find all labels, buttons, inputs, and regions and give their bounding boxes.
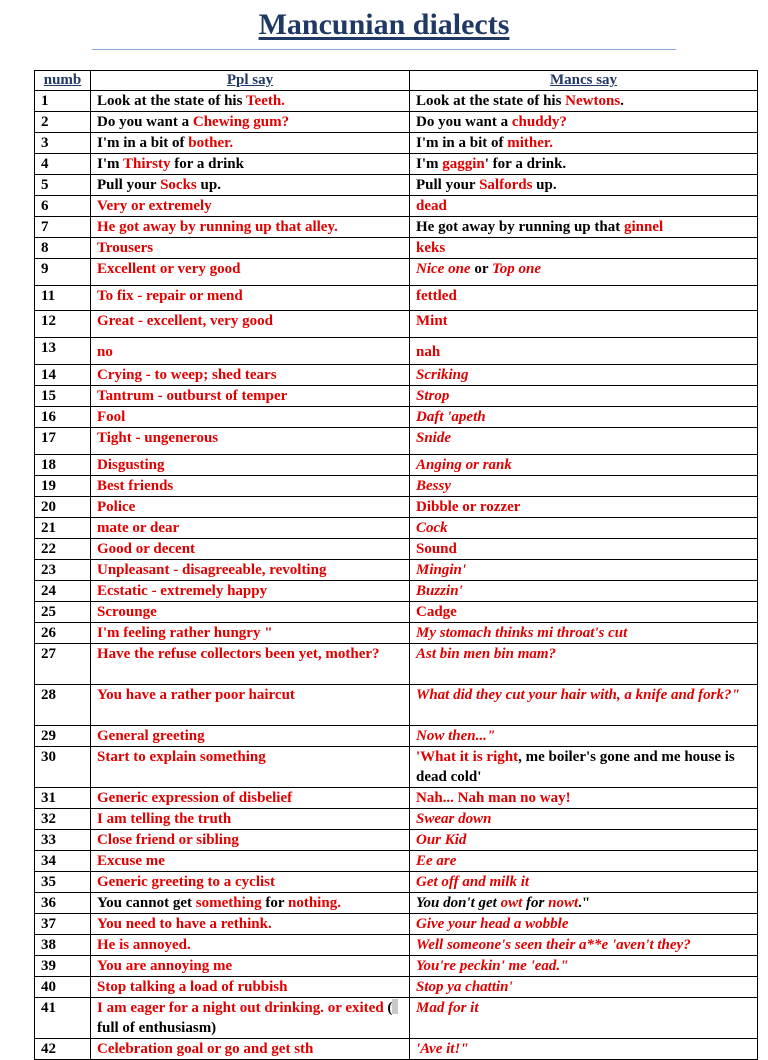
mancs-text-segment: Swear down xyxy=(416,811,492,827)
row-number: 15 xyxy=(35,386,91,407)
ppl-say-cell xyxy=(91,175,410,196)
row-number: 16 xyxy=(35,407,91,428)
ppl-text-segment: for a drink xyxy=(170,156,244,172)
ppl-say-cell xyxy=(91,154,410,175)
mancs-say-cell xyxy=(410,956,758,977)
mancs-say-cell xyxy=(410,1039,758,1060)
ppl-text-segment: I'm xyxy=(97,156,123,172)
table-row xyxy=(35,977,758,998)
ppl-text-segment: Generic expression of disbelief xyxy=(97,790,293,806)
mancs-say-cell xyxy=(410,338,758,365)
table-row xyxy=(35,217,758,238)
row-number: 8 xyxy=(35,238,91,259)
mancs-say-cell xyxy=(410,893,758,914)
mancs-say-cell xyxy=(410,644,758,685)
header-ppl-say-label: Ppl say xyxy=(226,72,274,88)
mancs-text-segment: You don't get xyxy=(416,895,501,911)
table-row xyxy=(35,726,758,747)
mancs-text-segment: He got away by running up that xyxy=(416,219,624,235)
mancs-text-segment: or xyxy=(470,261,492,277)
ppl-text-segment: He is annoyed. xyxy=(97,937,191,953)
table-row xyxy=(35,581,758,602)
mancs-say-cell xyxy=(410,112,758,133)
ppl-say-cell xyxy=(91,476,410,497)
mancs-text-segment: Cadge xyxy=(416,604,457,620)
ppl-say-cell xyxy=(91,623,410,644)
row-number: 5 xyxy=(35,175,91,196)
ppl-text-segment: General greeting xyxy=(97,728,205,744)
table-row xyxy=(35,809,758,830)
ppl-say-cell xyxy=(91,809,410,830)
table-row xyxy=(35,112,758,133)
mancs-text-segment: Scriking xyxy=(416,367,469,383)
ppl-say-cell xyxy=(91,914,410,935)
ppl-text-segment: Police xyxy=(97,499,136,515)
mancs-say-cell xyxy=(410,872,758,893)
ppl-say-cell xyxy=(91,581,410,602)
dialect-table xyxy=(34,70,758,1060)
mancs-text-segment: gaggin xyxy=(442,156,485,172)
mancs-text-segment: Ee are xyxy=(416,853,457,869)
row-number: 30 xyxy=(35,747,91,788)
table-row xyxy=(35,338,758,365)
ppl-text-segment: Unpleasant - disagreeable, revolting xyxy=(97,562,327,578)
mancs-say-cell xyxy=(410,830,758,851)
mancs-say-cell xyxy=(410,602,758,623)
mancs-text-segment: ' for a drink. xyxy=(484,156,567,172)
mancs-text-segment: Ast bin men bin mam? xyxy=(416,646,557,662)
mancs-text-segment: Dibble or rozzer xyxy=(416,499,521,515)
table-row xyxy=(35,560,758,581)
mancs-say-cell xyxy=(410,154,758,175)
ppl-say-cell xyxy=(91,428,410,455)
ppl-say-cell xyxy=(91,998,410,1039)
ppl-text-segment: Stop talking a load of rubbish xyxy=(97,979,288,995)
ppl-say-cell xyxy=(91,893,410,914)
mancs-say-cell xyxy=(410,196,758,217)
mancs-text-segment: Buzzin' xyxy=(416,583,463,599)
ppl-say-cell xyxy=(91,747,410,788)
table-row xyxy=(35,644,758,685)
mancs-text-segment: Well someone's seen their a**e 'aven't they? xyxy=(416,937,691,953)
ppl-text-segment: Tantrum - outburst of temper xyxy=(97,388,288,404)
header-numb xyxy=(35,71,91,91)
row-number: 4 xyxy=(35,154,91,175)
mancs-say-cell xyxy=(410,560,758,581)
row-number: 17 xyxy=(35,428,91,455)
mancs-text-segment: nah xyxy=(416,344,441,360)
ppl-say-cell xyxy=(91,238,410,259)
mancs-text-segment: ginnel xyxy=(623,219,664,235)
ppl-text-segment: He got away by running up that alley. xyxy=(97,219,338,235)
mancs-text-segment: ." xyxy=(578,895,591,911)
table-row xyxy=(35,518,758,539)
ppl-say-cell xyxy=(91,726,410,747)
row-number: 12 xyxy=(35,311,91,338)
ppl-say-cell xyxy=(91,407,410,428)
ppl-text-segment: I am telling the truth xyxy=(97,811,232,827)
row-number: 33 xyxy=(35,830,91,851)
ppl-text-segment: Have the refuse collectors been yet, mother? xyxy=(97,646,380,662)
mancs-text-segment: 'What it is right xyxy=(416,749,519,765)
ppl-text-segment: Excellent or very good xyxy=(97,261,241,277)
ppl-say-cell xyxy=(91,518,410,539)
ppl-say-cell xyxy=(91,956,410,977)
table-row xyxy=(35,238,758,259)
row-number: 26 xyxy=(35,623,91,644)
mancs-say-cell xyxy=(410,518,758,539)
mancs-text-segment: Nice one xyxy=(416,261,471,277)
mancs-text-segment: My stomach thinks mi throat's cut xyxy=(416,625,628,641)
row-number: 35 xyxy=(35,872,91,893)
ppl-text-segment: Socks xyxy=(160,177,197,193)
table-row xyxy=(35,602,758,623)
mancs-text-segment: I'm xyxy=(416,156,443,172)
mancs-text-segment: Give your head a wobble xyxy=(416,916,569,932)
mancs-say-cell xyxy=(410,286,758,311)
mancs-say-cell xyxy=(410,259,758,286)
ppl-say-cell xyxy=(91,539,410,560)
mancs-text-segment: Cock xyxy=(416,520,448,536)
mancs-say-cell xyxy=(410,539,758,560)
mancs-text-segment: Stop ya chattin' xyxy=(416,979,513,995)
mancs-say-cell xyxy=(410,455,758,476)
ppl-text-segment: Excuse me xyxy=(97,853,165,869)
ppl-text-segment: up. xyxy=(196,177,221,193)
row-number: 28 xyxy=(35,685,91,726)
row-number: 22 xyxy=(35,539,91,560)
table-row xyxy=(35,311,758,338)
ppl-say-cell xyxy=(91,386,410,407)
row-number: 3 xyxy=(35,133,91,154)
mancs-say-cell xyxy=(410,91,758,112)
row-number: 23 xyxy=(35,560,91,581)
mancs-text-segment: You're peckin' me 'ead." xyxy=(416,958,569,974)
mancs-say-cell xyxy=(410,851,758,872)
row-number: 41 xyxy=(35,998,91,1039)
mancs-say-cell xyxy=(410,175,758,196)
ppl-text-segment: Disgusting xyxy=(97,457,165,473)
mancs-text-segment: Look at the state of his xyxy=(416,93,566,109)
mancs-say-cell xyxy=(410,623,758,644)
row-number: 20 xyxy=(35,497,91,518)
mancs-say-cell xyxy=(410,914,758,935)
ppl-say-cell xyxy=(91,560,410,581)
ppl-text-segment: Celebration goal or go and get sth xyxy=(97,1041,314,1057)
ppl-say-cell xyxy=(91,1039,410,1060)
row-number: 9 xyxy=(35,259,91,286)
table-row xyxy=(35,154,758,175)
ppl-text-segment: Best friends xyxy=(97,478,174,494)
ppl-text-segment: mate or dear xyxy=(97,520,180,536)
row-number: 18 xyxy=(35,455,91,476)
mancs-text-segment: Salfords xyxy=(479,177,533,193)
table-header-row xyxy=(35,71,758,91)
ppl-say-cell xyxy=(91,497,410,518)
ppl-text-segment: You are annoying me xyxy=(97,958,233,974)
mancs-text-segment: Strop xyxy=(416,388,450,404)
header-mancs-say-label: Mancs say xyxy=(549,72,618,88)
row-number: 32 xyxy=(35,809,91,830)
row-number: 25 xyxy=(35,602,91,623)
mancs-say-cell xyxy=(410,809,758,830)
table-row xyxy=(35,91,758,112)
row-number: 6 xyxy=(35,196,91,217)
mancs-text-segment: Newtons xyxy=(565,93,621,109)
mancs-text-segment: chuddy? xyxy=(511,114,567,130)
mancs-text-segment: 'Ave it!" xyxy=(416,1041,469,1057)
ppl-text-segment: Great - excellent, very good xyxy=(97,313,273,329)
title-divider xyxy=(92,49,676,50)
ppl-text-segment: Crying - to weep; shed tears xyxy=(97,367,277,383)
mancs-text-segment: Snide xyxy=(416,430,452,446)
row-number: 38 xyxy=(35,935,91,956)
mancs-text-segment: Now then..." xyxy=(416,728,496,744)
mancs-say-cell xyxy=(410,238,758,259)
row-number: 42 xyxy=(35,1039,91,1060)
ppl-text-segment: I'm in a bit of xyxy=(97,135,189,151)
ppl-text-segment: Chewing gum? xyxy=(192,114,290,130)
mancs-say-cell xyxy=(410,133,758,154)
ppl-say-cell xyxy=(91,112,410,133)
table-row xyxy=(35,476,758,497)
ppl-say-cell xyxy=(91,196,410,217)
header-ppl-say xyxy=(91,71,410,91)
row-number: 11 xyxy=(35,286,91,311)
ppl-text-segment: no xyxy=(97,344,113,360)
mancs-say-cell xyxy=(410,747,758,788)
table-row xyxy=(35,893,758,914)
table-row xyxy=(35,407,758,428)
ppl-say-cell xyxy=(91,217,410,238)
ppl-say-cell xyxy=(91,830,410,851)
ppl-text-segment: To fix - repair or mend xyxy=(97,288,243,304)
table-row xyxy=(35,623,758,644)
mancs-text-segment: , me boiler's gone and me house is dead cold' xyxy=(416,749,735,785)
row-number: 21 xyxy=(35,518,91,539)
row-number: 27 xyxy=(35,644,91,685)
header-numb-label: numb xyxy=(43,72,82,88)
table-row xyxy=(35,175,758,196)
row-number: 19 xyxy=(35,476,91,497)
row-number: 24 xyxy=(35,581,91,602)
mancs-text-segment: Our Kid xyxy=(416,832,467,848)
ppl-text-segment: Teeth. xyxy=(245,93,285,109)
ppl-say-cell xyxy=(91,259,410,286)
mancs-text-segment: up. xyxy=(532,177,557,193)
mancs-text-segment: mither. xyxy=(507,135,553,151)
ppl-text-segment: Do you want a xyxy=(97,114,193,130)
ppl-say-cell xyxy=(91,602,410,623)
row-number: 40 xyxy=(35,977,91,998)
mancs-say-cell xyxy=(410,935,758,956)
ppl-text-segment: Pull your xyxy=(97,177,161,193)
ppl-text-segment: Close friend or sibling xyxy=(97,832,239,848)
mancs-text-segment: owt xyxy=(500,895,523,911)
table-row xyxy=(35,788,758,809)
table-row xyxy=(35,956,758,977)
row-number: 1 xyxy=(35,91,91,112)
mancs-say-cell xyxy=(410,977,758,998)
ppl-say-cell xyxy=(91,851,410,872)
ppl-text-segment: Good or decent xyxy=(97,541,196,557)
mancs-text-segment: Anging or rank xyxy=(416,457,512,473)
mancs-say-cell xyxy=(410,407,758,428)
mancs-say-cell xyxy=(410,386,758,407)
mancs-say-cell xyxy=(410,217,758,238)
ppl-text-segment: Start to explain something xyxy=(97,749,266,765)
table-row xyxy=(35,1039,758,1060)
table-row xyxy=(35,386,758,407)
mancs-text-segment: Mint xyxy=(416,313,448,329)
table-row xyxy=(35,497,758,518)
row-number: 36 xyxy=(35,893,91,914)
table-row xyxy=(35,196,758,217)
ppl-text-segment: I'm feeling rather hungry " xyxy=(97,625,273,641)
ppl-text-segment: Look at the state of his xyxy=(97,93,246,109)
ppl-text-segment: Tight - ungenerous xyxy=(97,430,219,446)
table-row xyxy=(35,539,758,560)
mancs-say-cell xyxy=(410,311,758,338)
mancs-say-cell xyxy=(410,726,758,747)
ppl-text-segment: You cannot get xyxy=(97,895,196,911)
table-row xyxy=(35,455,758,476)
ppl-text-segment: ( xyxy=(387,1000,393,1016)
ppl-text-segment: Ecstatic - extremely happy xyxy=(97,583,268,599)
mancs-say-cell xyxy=(410,685,758,726)
ppl-say-cell xyxy=(91,365,410,386)
mancs-text-segment: What did they cut your hair with, a knife and fork?" xyxy=(416,687,740,703)
mancs-say-cell xyxy=(410,497,758,518)
ppl-text-segment: something xyxy=(195,895,262,911)
row-number: 31 xyxy=(35,788,91,809)
row-number: 2 xyxy=(35,112,91,133)
table-row xyxy=(35,851,758,872)
mancs-text-segment: Pull your xyxy=(416,177,480,193)
mancs-text-segment: Sound xyxy=(416,541,457,557)
mancs-text-segment: I'm in a bit of xyxy=(416,135,508,151)
mancs-text-segment: Get off and milk it xyxy=(416,874,530,890)
mancs-text-segment: keks xyxy=(416,240,446,256)
mancs-say-cell xyxy=(410,365,758,386)
row-number: 39 xyxy=(35,956,91,977)
ppl-say-cell xyxy=(91,644,410,685)
row-number: 13 xyxy=(35,338,91,365)
row-number: 29 xyxy=(35,726,91,747)
table-row xyxy=(35,133,758,154)
mancs-text-segment: Daft 'apeth xyxy=(416,409,486,425)
ppl-text-segment: Thirsty xyxy=(122,156,171,172)
mancs-say-cell xyxy=(410,428,758,455)
row-number: 7 xyxy=(35,217,91,238)
ppl-say-cell xyxy=(91,91,410,112)
table-row xyxy=(35,747,758,788)
header-mancs-say xyxy=(410,71,758,91)
table-row xyxy=(35,365,758,386)
table-row xyxy=(35,998,758,1039)
mancs-say-cell xyxy=(410,998,758,1039)
mancs-text-segment: Mad for it xyxy=(416,1000,479,1016)
table-row xyxy=(35,685,758,726)
ppl-text-segment: You have a rather poor haircut xyxy=(97,687,295,703)
table-row xyxy=(35,872,758,893)
ppl-text-segment: full of enthusiasm) xyxy=(97,1020,217,1036)
mancs-text-segment: Bessy xyxy=(416,478,451,494)
ppl-say-cell xyxy=(91,338,410,365)
table-row xyxy=(35,914,758,935)
ppl-text-segment: nothing. xyxy=(288,895,341,911)
mancs-text-segment: Do you want a xyxy=(416,114,512,130)
ppl-say-cell xyxy=(91,935,410,956)
ppl-text-segment: Scrounge xyxy=(97,604,157,620)
ppl-say-cell xyxy=(91,311,410,338)
mancs-text-segment: Top one xyxy=(491,261,542,277)
mancs-say-cell xyxy=(410,581,758,602)
mancs-say-cell xyxy=(410,788,758,809)
ppl-say-cell xyxy=(91,455,410,476)
ppl-text-segment: I am eager for a night out drinking. or exited xyxy=(97,1000,388,1016)
row-number: 37 xyxy=(35,914,91,935)
ppl-text-segment: Very or extremely xyxy=(97,198,212,214)
mancs-text-segment: Nah... Nah man no way! xyxy=(416,790,571,806)
text-cursor-highlight xyxy=(392,999,398,1014)
ppl-say-cell xyxy=(91,788,410,809)
row-number: 34 xyxy=(35,851,91,872)
ppl-say-cell xyxy=(91,286,410,311)
page-title: Mancunian dialects xyxy=(258,8,510,41)
mancs-say-cell xyxy=(410,476,758,497)
ppl-text-segment: Trousers xyxy=(97,240,154,256)
mancs-text-segment: for xyxy=(522,895,549,911)
row-number: 14 xyxy=(35,365,91,386)
ppl-say-cell xyxy=(91,133,410,154)
ppl-say-cell xyxy=(91,685,410,726)
table-row xyxy=(35,259,758,286)
ppl-say-cell xyxy=(91,977,410,998)
mancs-text-segment: . xyxy=(620,93,624,109)
ppl-text-segment: You need to have a rethink. xyxy=(97,916,272,932)
table-body xyxy=(35,91,758,1060)
ppl-text-segment: Generic greeting to a cyclist xyxy=(97,874,275,890)
mancs-text-segment: fettled xyxy=(416,288,457,304)
table-row xyxy=(35,428,758,455)
ppl-text-segment: for xyxy=(261,895,288,911)
mancs-text-segment: nowt xyxy=(548,895,579,911)
ppl-text-segment: bother. xyxy=(188,135,234,151)
ppl-text-segment: Fool xyxy=(97,409,126,425)
table-row xyxy=(35,286,758,311)
table-row xyxy=(35,935,758,956)
mancs-text-segment: Mingin' xyxy=(416,562,467,578)
mancs-text-segment: dead xyxy=(416,198,447,214)
ppl-say-cell xyxy=(91,872,410,893)
table-row xyxy=(35,830,758,851)
